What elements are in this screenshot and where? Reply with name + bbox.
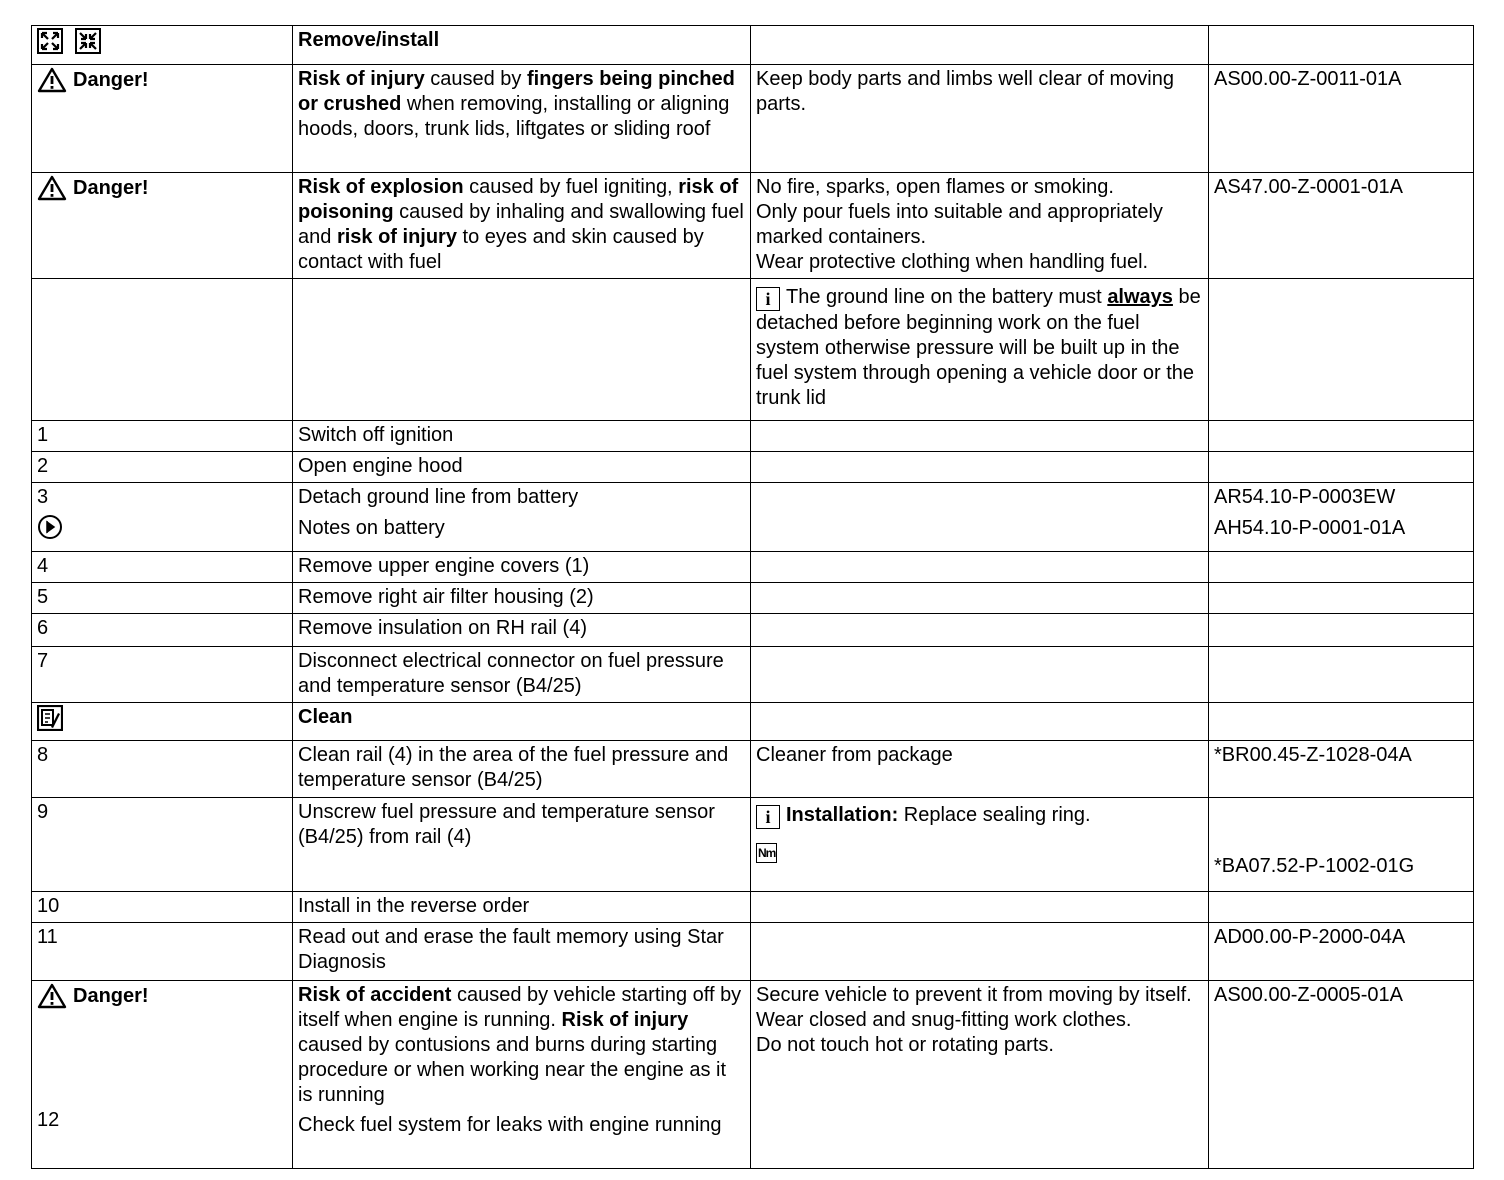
table-row xyxy=(32,26,1474,65)
table-row xyxy=(32,892,1474,923)
step-number: 7 xyxy=(32,647,293,703)
step-number: 10 xyxy=(32,892,293,923)
measure-text: Cleaner from package xyxy=(751,741,1209,798)
clean-icon xyxy=(37,705,63,731)
table-row: 9 Unscrew fuel pressure and temperature sensor (B4/25) from rail (4) i Installation: Replace sealing ring. Nm *BA07.52-P-1002-01G xyxy=(32,798,1474,892)
risk-text: Risk of explosion caused by fuel igniting, risk of poisoning caused by inhaling and swallowing fuel and risk of injury to eyes and skin caused by contact with fuel xyxy=(293,173,751,279)
table-row xyxy=(32,173,1474,279)
danger-label: Danger! xyxy=(73,68,149,91)
step-number: 3 xyxy=(37,486,49,508)
procedure-table xyxy=(31,25,1474,1169)
step-number: 12 xyxy=(37,1109,60,1131)
install-icon xyxy=(75,28,101,54)
step-text: Disconnect electrical connector on fuel pressure and temperature sensor (B4/25) xyxy=(293,647,751,703)
reference-link[interactable]: AS00.00-Z-0011-01A xyxy=(1209,65,1474,173)
section-title: Clean xyxy=(298,706,353,728)
table-row xyxy=(32,614,1474,647)
reference-link[interactable]: AR54.10-P-0003EW xyxy=(1214,486,1396,508)
warning-icon xyxy=(37,983,67,1009)
table-row xyxy=(32,65,1474,173)
measure-text: No fire, sparks, open flames or smoking. Only pour fuels into suitable and appropriately marked containers. Wear protective clothing when handling fuel. xyxy=(751,173,1209,279)
step-number: 1 xyxy=(32,421,293,452)
table-row xyxy=(32,452,1474,483)
danger-label: Danger! xyxy=(73,984,149,1007)
table-row xyxy=(32,647,1474,703)
table-row xyxy=(32,552,1474,583)
notes-circle-icon xyxy=(37,514,63,540)
table-row xyxy=(32,583,1474,614)
warning-icon xyxy=(37,175,67,201)
table-row xyxy=(32,421,1474,452)
risk-text: Risk of injury caused by fingers being pinched or crushed when removing, installing or aligning hoods, doors, trunk lids, liftgates or sliding roof xyxy=(293,65,751,173)
step-number: 11 xyxy=(32,923,293,981)
step-number: 9 xyxy=(32,798,293,892)
info-icon: i xyxy=(756,805,780,829)
note-text: i The ground line on the battery must always be detached before beginning work on the fuel system otherwise pressure will be built up in the fuel system through opening a vehicle door or the trunk lid xyxy=(751,279,1209,421)
info-icon: i xyxy=(756,287,780,311)
risk-text: Risk of accident caused by vehicle starting off by itself when engine is running. Risk of injury caused by contusions and burns during starting procedure or when working near the engine as it is running xyxy=(298,984,742,1106)
reference-link[interactable]: *BR00.45-Z-1028-04A xyxy=(1209,741,1474,798)
table-row xyxy=(32,703,1474,741)
step-number: 6 xyxy=(32,614,293,647)
step-text: Remove right air filter housing (2) xyxy=(293,583,751,614)
step-text: Switch off ignition xyxy=(293,421,751,452)
table-row xyxy=(32,741,1474,798)
section-title: Remove/install xyxy=(298,29,440,51)
reference-link[interactable]: AS00.00-Z-0005-01A xyxy=(1209,981,1474,1169)
table-row xyxy=(32,981,1474,1169)
step-number: 4 xyxy=(32,552,293,583)
remove-icon xyxy=(37,28,63,54)
step-text: Remove insulation on RH rail (4) xyxy=(293,614,751,647)
table-row xyxy=(32,483,1474,552)
step-number: 2 xyxy=(32,452,293,483)
reference-link[interactable]: *BA07.52-P-1002-01G xyxy=(1214,855,1415,877)
step-text: Clean rail (4) in the area of the fuel pressure and temperature sensor (B4/25) xyxy=(293,741,751,798)
torque-icon: Nm xyxy=(756,843,777,863)
step-text: Check fuel system for leaks with engine running xyxy=(298,1114,722,1136)
step-text: Remove upper engine covers (1) xyxy=(293,552,751,583)
step-number: 5 xyxy=(32,583,293,614)
danger-label: Danger! xyxy=(73,176,149,199)
warning-icon xyxy=(37,67,67,93)
table-row xyxy=(32,923,1474,981)
step-subtext: Notes on battery xyxy=(298,517,445,539)
step-text: Open engine hood xyxy=(293,452,751,483)
reference-link[interactable]: AS47.00-Z-0001-01A xyxy=(1209,173,1474,279)
reference-link[interactable]: AH54.10-P-0001-01A xyxy=(1214,517,1406,539)
reference-link[interactable]: AD00.00-P-2000-04A xyxy=(1209,923,1474,981)
step-text: Install in the reverse order xyxy=(293,892,751,923)
step-text: Detach ground line from battery xyxy=(298,486,579,508)
step-text: Read out and erase the fault memory using Star Diagnosis xyxy=(293,923,751,981)
table-row xyxy=(32,279,1474,421)
step-text: Unscrew fuel pressure and temperature sensor (B4/25) from rail (4) xyxy=(293,798,751,892)
measure-text: Secure vehicle to prevent it from moving by itself. Wear closed and snug-fitting work clothes. Do not touch hot or rotating parts. xyxy=(751,981,1209,1169)
measure-text: Keep body parts and limbs well clear of moving parts. xyxy=(751,65,1209,173)
step-number: 8 xyxy=(32,741,293,798)
